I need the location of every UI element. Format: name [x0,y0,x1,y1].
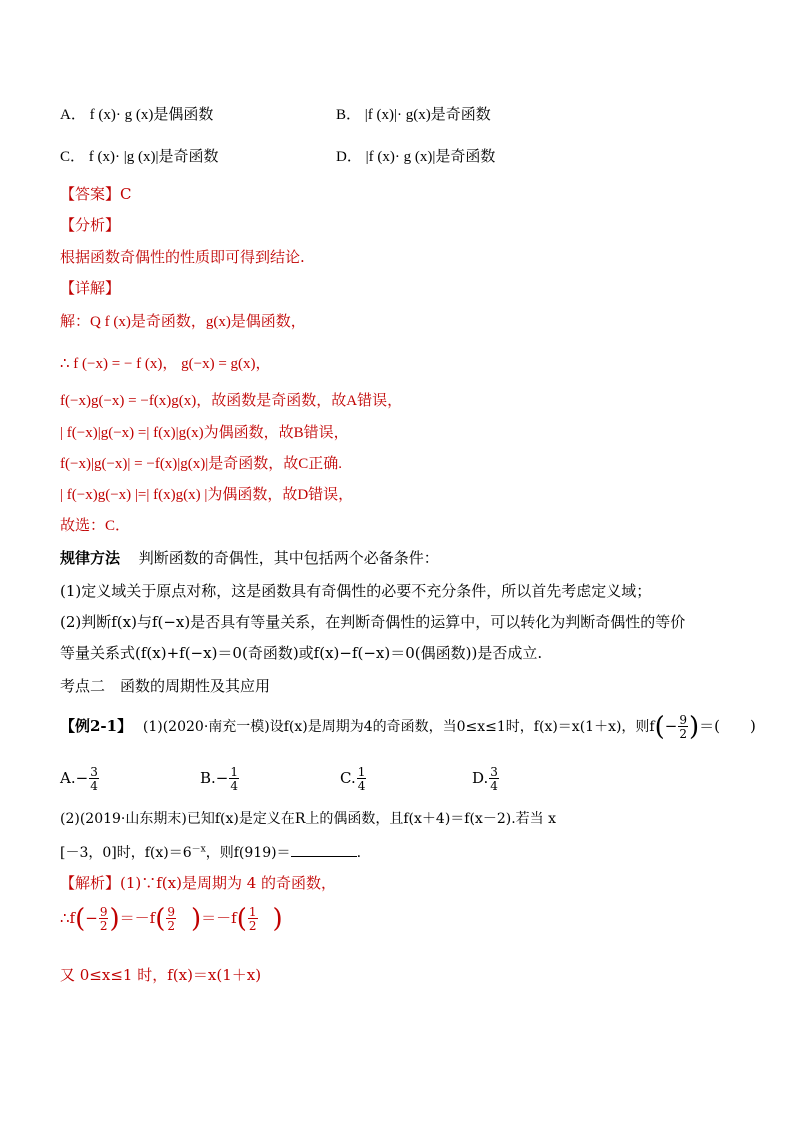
detail-line: 解：Q f (x)是奇函数，g(x)是偶函数， [60,314,306,330]
solution-line-2: ∴f(− $\frac{9}{2}$ )＝－f( $\frac{9}{2}$ )＝－f( $\frac{1}{2}$ ) [60,904,283,934]
detail-line: | f(−x)g(−x) |=| f(x)g(x) |为偶函数，故D错误， [60,487,354,503]
method-point-2a: (2)判断f(x)与f(−x)是否具有等量关系，在判断奇偶性的运算中，可以转化为判断奇偶性的等价 [60,613,686,631]
option-a-text: f (x)· g (x)是偶函数 [89,107,214,123]
detail-heading: 【详解】 [60,279,121,297]
section-title: 考点二 函数的周期性及其应用 [60,677,271,695]
option-b-letter: B． [336,107,362,123]
detail-line: f(−x)|g(−x)| = −f(x)|g(x)|是奇函数，故C正确. [60,456,343,472]
answer-line: 【答案】C [60,185,132,203]
answer-blank[interactable] [291,843,357,857]
example-label: 【例2-1】 [60,717,133,735]
option-d-letter: D． [336,149,362,165]
method-heading [60,549,439,567]
option-a-letter: A． [60,107,86,123]
detail-line: | f(−x)|g(−x) =| f(x)|g(x)为偶函数，故B错误， [60,425,349,441]
solution-line-1: 【解析】(1)∵f(x)是周期为 4 的奇函数， [60,874,337,892]
method-point-2b: 等量关系式(f(x)+f(−x)＝0(奇函数)或f(x)−f(−x)＝0(偶函数))是否成立. [60,644,543,662]
option-c-text: f (x)· |g (x)|是奇函数 [88,149,219,165]
detail-line: ∴ f (−x) = − f (x)， g(−x) = g(x)， [60,356,271,372]
example-q1-end: ＝( ) [699,717,756,735]
example-q1-text: (1)(2020·南充一模)设f(x)是周期为4的奇函数，当0≤x≤1时，f(x)＝x(1＋x)，则f [142,719,655,735]
fraction: $\frac{9}{2}$ [679,713,687,741]
option-a [60,106,213,124]
example-q2-line2: [－3，0]时，$f(x)=6^{-x}$，则f(919)＝ . [60,844,362,861]
detail-line: f(−x)g(−x) = −f(x)g(x)，故函数是奇函数，故A错误， [60,393,403,409]
option-c [60,148,219,166]
option-c-letter: C． [60,149,86,165]
solution-line-3: 又 0≤x≤1 时，f(x)＝x(1＋x) [60,966,262,984]
option-b [336,106,491,124]
choice-c: C. $\frac{1}{4}$ [340,765,366,793]
choice-a: A.− $\frac{3}{4}$ [60,765,98,793]
choice-d: D. $\frac{3}{4}$ [472,765,498,793]
choice-b: B.− $\frac{1}{4}$ [200,765,239,793]
example-q2-line1: (2)(2019·山东期末)已知f(x)是定义在R上的偶函数，且f(x＋4)＝f(x－2).若当 x [60,811,556,827]
analysis-text: 根据函数奇偶性的性质即可得到结论. [60,248,305,266]
detail-line: 故选：C． [60,518,131,534]
method-point-1: (1)定义域关于原点对称，这是函数具有奇偶性的必要不充分条件，所以首先考虑定义域； [60,582,652,600]
example-question-1: 【例2-1】 (1)(2020·南充一模)设f(x)是周期为4的奇函数，当0≤x≤1时，f(x)＝x(1＋x)，则f(− $\frac{9}{2}$ )＝( ) [60,712,756,742]
option-d [336,148,495,166]
method-intro: 判断函数的奇偶性，其中包括两个必备条件： [138,549,439,567]
option-d-text: |f (x)· g (x)|是奇函数 [365,149,496,165]
method-title: 规律方法 [60,549,121,567]
analysis-heading: 【分析】 [60,216,121,234]
option-b-text: |f (x)|· g(x)是奇函数 [364,107,491,123]
